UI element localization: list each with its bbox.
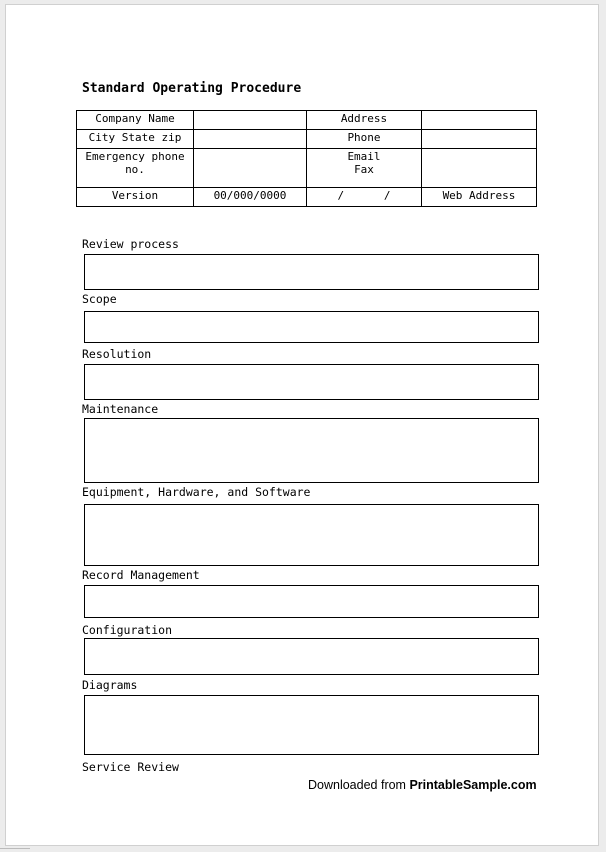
resolution-field[interactable] (84, 364, 539, 400)
diagrams-field[interactable] (84, 695, 539, 755)
section-label-maintenance: Maintenance (82, 402, 159, 416)
download-credit (308, 778, 537, 792)
table-cell (194, 130, 307, 149)
table-cell: City State zip (77, 130, 194, 149)
table-cell: Address (307, 111, 422, 130)
review-process-field[interactable] (84, 254, 539, 290)
table-cell (422, 149, 537, 188)
credit-prefix: Downloaded from (308, 778, 410, 792)
table-cell: / / (307, 188, 422, 207)
document-title: Standard Operating Procedure (82, 81, 302, 96)
table-row (77, 111, 537, 130)
credit-site-link[interactable]: PrintableSample.com (409, 778, 537, 792)
table-row (77, 130, 537, 149)
table-cell: Company Name (77, 111, 194, 130)
table-cell: Web Address (422, 188, 537, 207)
document-page (5, 4, 599, 846)
table-cell (422, 130, 537, 149)
record-management-field[interactable] (84, 585, 539, 618)
divider (0, 848, 30, 849)
configuration-field[interactable] (84, 638, 539, 675)
info-table (76, 110, 537, 207)
table-cell: Phone (307, 130, 422, 149)
table-cell: Email Fax (307, 149, 422, 188)
section-label-scope: Scope (82, 292, 117, 306)
table-cell: Version (77, 188, 194, 207)
section-label-record-management: Record Management (82, 568, 200, 582)
section-label-equipment: Equipment, Hardware, and Software (82, 485, 311, 499)
table-cell (194, 149, 307, 188)
equipment-field[interactable] (84, 504, 539, 566)
table-cell: 00/000/0000 (194, 188, 307, 207)
section-label-diagrams: Diagrams (82, 678, 138, 692)
section-label-configuration: Configuration (82, 623, 173, 637)
section-label-review-process: Review process (82, 237, 179, 251)
scope-field[interactable] (84, 311, 539, 343)
table-cell (422, 111, 537, 130)
section-label-resolution: Resolution (82, 347, 152, 361)
maintenance-field[interactable] (84, 418, 539, 483)
table-cell (194, 111, 307, 130)
table-row (77, 188, 537, 207)
table-cell: Emergency phone no. (77, 149, 194, 188)
table-row (77, 149, 537, 188)
section-label-service-review: Service Review (82, 760, 179, 774)
